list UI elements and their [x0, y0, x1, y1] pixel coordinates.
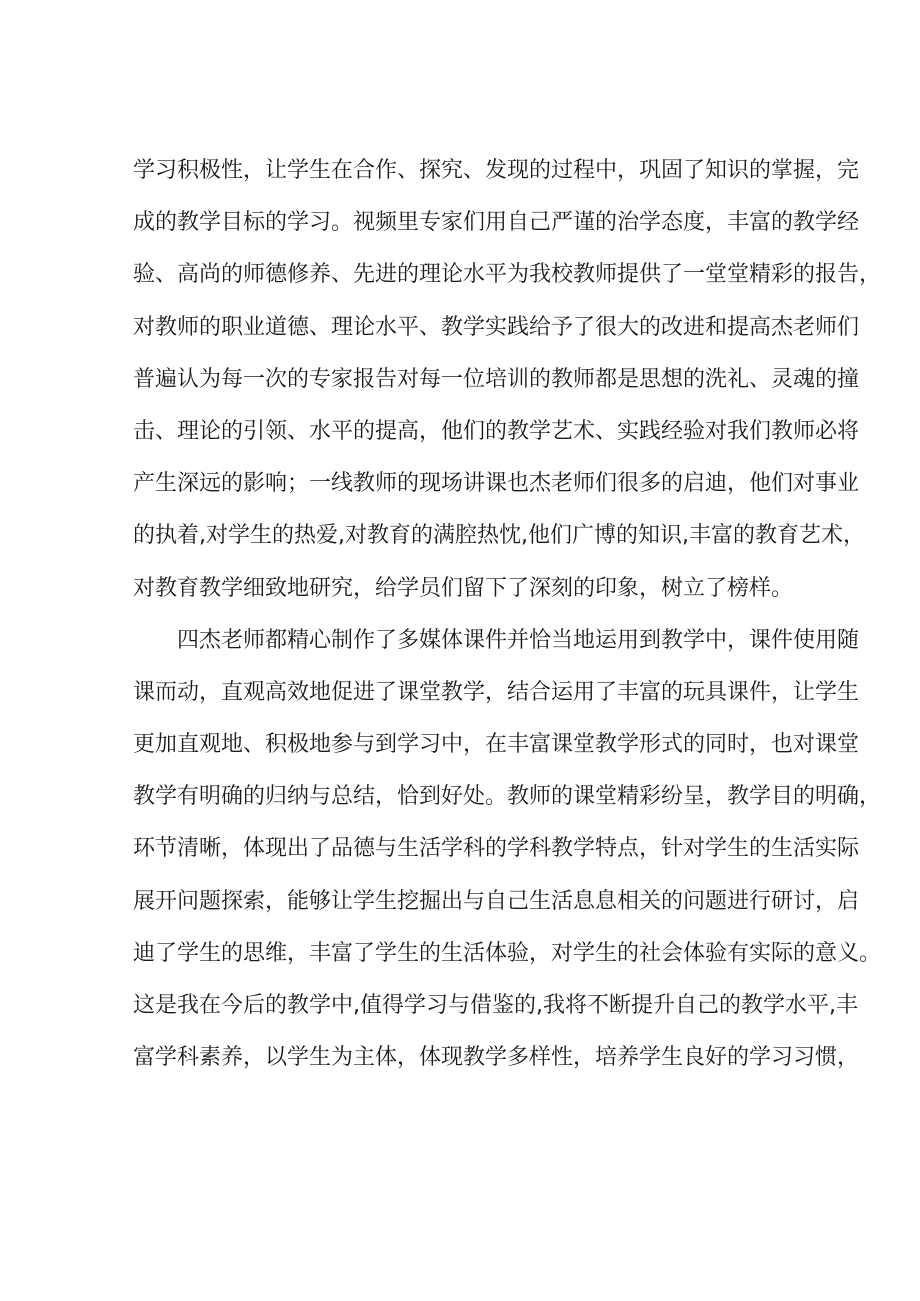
paragraph-line: 更加直观地、积极地参与到学习中，在丰富课堂教学形式的同时，也对课堂	[133, 732, 860, 758]
paragraph-1	[133, 158, 882, 601]
paragraph-line: 对教师的职业道德、理论水平、教学实践给予了很大的改进和提高杰老师们	[133, 314, 860, 340]
paragraph-line: 击、理论的引领、水平的提高，他们的教学艺术、实践经验对我们教师必将	[133, 418, 860, 444]
paragraph-line: 普遍认为每一次的专家报告对每一位培训的教师都是思想的洗礼、灵魂的撞	[133, 366, 860, 392]
paragraph-line: 的执着,对学生的热爱,对教育的满腔热忱,他们广博的知识,丰富的教育艺术，	[133, 523, 865, 549]
paragraph-line: 这是我在今后的教学中,值得学习与借鉴的,我将不断提升自己的教学水平,丰	[133, 993, 858, 1018]
paragraph-line: 产生深远的影响；一线教师的现场讲课也杰老师们很多的启迪，他们对事业	[133, 471, 860, 497]
document-body	[133, 158, 882, 1099]
paragraph-line: 课而动，直观高效地促进了课堂教学，结合运用了丰富的玩具课件，让学生	[133, 679, 860, 705]
paragraph-line: 迪了学生的思维，丰富了学生的生活体验，对学生的社会体验有实际的意义。	[133, 940, 882, 966]
paragraph-line: 成的教学目标的学习。视频里专家们用自己严谨的治学态度，丰富的教学经	[133, 210, 860, 236]
paragraph-line: 环节清晰，体现出了品德与生活学科的学科教学特点，针对学生的生活实际	[133, 836, 860, 862]
paragraph-line: 教学有明确的归纳与总结，恰到好处。教师的课堂精彩纷呈，教学目的明确，	[133, 784, 882, 810]
paragraph-line: 验、高尚的师德修养、先进的理论水平为我校教师提供了一堂堂精彩的报告，	[133, 262, 882, 288]
paragraph-line: 富学科素养，以学生为主体，体现教学多样性，培养学生良好的学习习惯，	[133, 1045, 860, 1071]
paragraph-line: 对教育教学细致地研究，给学员们留下了深刻的印象，树立了榜样。	[133, 575, 794, 601]
paragraph-line: 展开问题探索，能够让学生挖掘出与自己生活息息相关的问题进行研讨，启	[133, 888, 860, 914]
paragraph-2	[133, 627, 882, 1071]
paragraph-line: 四杰老师都精心制作了多媒体课件并恰当地运用到教学中，课件使用随	[177, 627, 860, 653]
paragraph-line: 学习积极性，让学生在合作、探究、发现的过程中，巩固了知识的掌握，完	[133, 158, 860, 183]
